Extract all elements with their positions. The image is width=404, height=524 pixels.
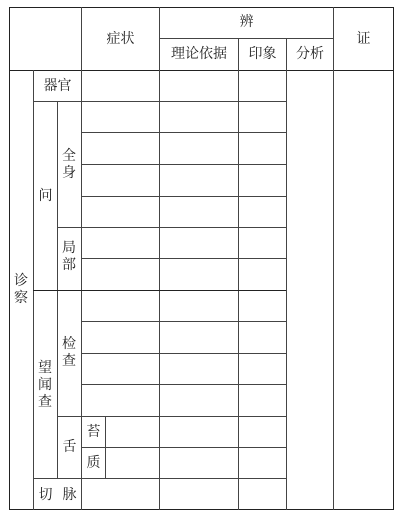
header-symptom: 症状 xyxy=(106,31,135,47)
label-tongue: 舌 xyxy=(62,439,77,455)
table-border-right xyxy=(393,7,394,510)
header-differentiation: 辨 xyxy=(239,14,254,30)
header-col-divider-3 xyxy=(238,38,239,510)
label-look-listen-check: 望闻查 xyxy=(38,360,52,410)
table-border-bottom xyxy=(9,509,394,510)
header-theory-basis: 理论依据 xyxy=(171,46,227,62)
label-organ: 器官 xyxy=(43,78,72,94)
row-line-6 xyxy=(81,258,286,259)
header-impression: 印象 xyxy=(248,46,277,62)
header-analysis: 分析 xyxy=(296,46,324,62)
row-line-9 xyxy=(81,353,286,354)
label-pulse: 脉 xyxy=(62,487,77,503)
row-line-2 xyxy=(81,132,286,133)
label-palpate: 切 xyxy=(38,487,53,503)
label-coating: 苔 xyxy=(86,424,101,440)
row-line-13 xyxy=(33,478,286,479)
row-line-5 xyxy=(57,227,286,228)
table-border-top xyxy=(9,7,394,8)
row-line-12 xyxy=(81,447,286,448)
header-syndrome: 证 xyxy=(356,31,371,47)
label-diagnosis: 诊察 xyxy=(14,273,28,306)
row-line-8 xyxy=(81,321,286,322)
row-line-1 xyxy=(33,101,286,102)
label-local-part: 局部 xyxy=(62,240,76,273)
row-line-10 xyxy=(81,384,286,385)
label-whole-body: 全身 xyxy=(62,148,76,181)
row-line-4 xyxy=(81,196,286,197)
row-line-3 xyxy=(81,164,286,165)
label-inquiry: 问 xyxy=(38,188,53,204)
header-col-divider-4 xyxy=(286,38,287,510)
header-bottom-rule xyxy=(9,70,394,71)
label-examine: 检查 xyxy=(62,336,76,369)
header-sub-rule xyxy=(159,38,334,39)
row-line-11 xyxy=(57,416,286,417)
row-line-7 xyxy=(33,290,286,291)
table-border-left xyxy=(9,7,10,510)
header-col-divider-5 xyxy=(333,7,334,510)
label-body-quality: 质 xyxy=(86,455,101,471)
